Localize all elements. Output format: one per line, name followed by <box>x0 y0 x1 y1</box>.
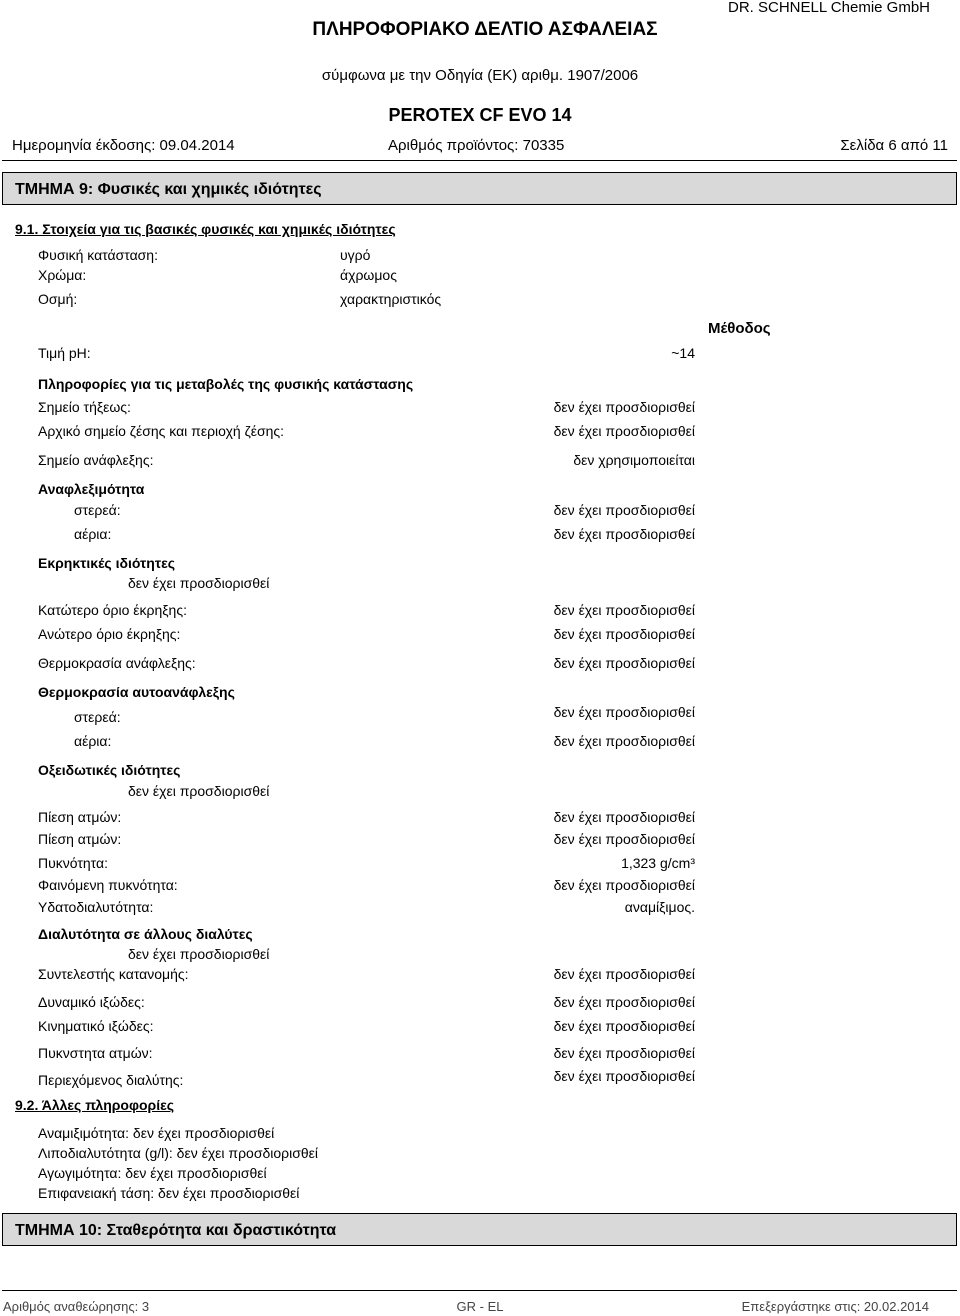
autoignition-gas-label: αέρια: <box>74 733 112 749</box>
autoignition-solid-label: στερεά: <box>74 709 121 725</box>
water-solubility-value: αναμίξιμος. <box>624 899 695 915</box>
density-value: 1,323 g/cm³ <box>621 855 695 871</box>
water-solubility-label: Υδατοδιαλυτότητα: <box>38 899 154 915</box>
subsection-9-2-title: 9.2. Άλλες πληροφορίες <box>15 1097 175 1113</box>
dynamic-viscosity-label: Δυναμικό ιξώδες: <box>38 994 145 1010</box>
flammability-gas-label: αέρια: <box>74 526 112 542</box>
section-9-title: ΤΜΗΜΑ 9: Φυσικές και χημικές ιδιότητες <box>15 181 322 198</box>
bulk-density-label: Φαινόμενη πυκνότητα: <box>38 877 178 893</box>
section-10-header <box>2 1213 957 1246</box>
state-value: υγρό <box>340 247 371 263</box>
autoignition-gas-value: δεν έχει προσδιορισθεί <box>553 733 695 749</box>
flammability-solid-value: δεν έχει προσδιορισθεί <box>553 502 695 518</box>
flash-point-value: δεν χρησιμοποιείται <box>573 452 695 468</box>
partition-coefficient-label: Συντελεστής κατανομής: <box>38 966 189 982</box>
autoignition-heading: Θερμοκρασία αυτοανάφλεξης <box>38 684 235 700</box>
kinematic-viscosity-label: Κινηματικό ιξώδες: <box>38 1018 154 1034</box>
dynamic-viscosity-value: δεν έχει προσδιορισθεί <box>553 994 695 1010</box>
explosive-value: δεν έχει προσδιορισθεί <box>128 575 270 591</box>
bulk-density-value: δεν έχει προσδιορισθεί <box>553 877 695 893</box>
odor-value: χαρακτηριστικός <box>340 291 442 307</box>
color-value: άχρωμος <box>340 267 397 283</box>
melting-point-label: Σημείο τήξεως: <box>38 399 131 415</box>
flammability-heading: Αναφλεξιμότητα <box>38 481 145 497</box>
company-name: DR. SCHNELL Chemie GmbH <box>728 0 930 16</box>
language-code: GR - EL <box>456 1299 504 1314</box>
partition-coefficient-value: δεν έχει προσδιορισθεί <box>553 966 695 982</box>
lel-value: δεν έχει προσδιορισθεί <box>553 602 695 618</box>
odor-label: Οσμή: <box>38 291 78 307</box>
solvent-content-value: δεν έχει προσδιορισθεί <box>553 1068 695 1084</box>
boiling-point-value: δεν έχει προσδιορισθεί <box>553 423 695 439</box>
uel-label: Ανώτερο όριο έκρηξης: <box>38 626 181 642</box>
other-info-conductivity: Αγωγιμότητα: δεν έχει προσδιορισθεί <box>38 1165 267 1181</box>
vapor-density-label: Πυκνστητα ατμών: <box>38 1045 153 1061</box>
flammability-solid-label: στερεά: <box>74 502 121 518</box>
solubility-heading: Διαλυτότητα σε άλλους διαλύτες <box>38 926 253 942</box>
melting-point-value: δεν έχει προσδιορισθεί <box>553 399 695 415</box>
other-info-surface-tension: Επιφανειακή τάση: δεν έχει προσδιορισθεί <box>38 1185 300 1201</box>
ph-label: Τιμή pH: <box>38 345 91 361</box>
kinematic-viscosity-value: δεν έχει προσδιορισθεί <box>553 1018 695 1034</box>
lel-label: Κατώτερο όριο έκρηξης: <box>38 602 187 618</box>
ph-value: ~14 <box>671 345 695 361</box>
vapor-pressure-1-value: δεν έχει προσδιορισθεί <box>553 809 695 825</box>
state-label: Φυσική κατάσταση: <box>38 247 158 263</box>
header-divider <box>2 160 957 161</box>
other-info-fat-solubility: Λιποδιαλυτότητα (g/l): δεν έχει προσδιορισθεί <box>38 1145 319 1161</box>
document-title: ΠΛΗΡΟΦΟΡΙΑΚΟ ΔΕΛΤΙΟ ΑΣΦΑΛΕΙΑΣ <box>312 19 658 40</box>
section-10-title: ΤΜΗΜΑ 10: Σταθερότητα και δραστικότητα <box>15 1222 337 1239</box>
vapor-density-value: δεν έχει προσδιορισθεί <box>553 1045 695 1061</box>
ignition-temp-value: δεν έχει προσδιορισθεί <box>553 655 695 671</box>
method-header: Μέθοδος <box>708 320 771 337</box>
solvent-content-label: Περιεχόμενος διαλύτης: <box>38 1072 184 1088</box>
vapor-pressure-1-label: Πίεση ατμών: <box>38 809 122 825</box>
ignition-temp-label: Θερμοκρασία ανάφλεξης: <box>38 655 196 671</box>
uel-value: δεν έχει προσδιορισθεί <box>553 626 695 642</box>
regulation-text: σύμφωνα με την Οδηγία (ΕΚ) αριθμ. 1907/2006 <box>321 67 639 84</box>
flash-point-label: Σημείο ανάφλεξης: <box>38 452 154 468</box>
explosive-heading: Εκρηκτικές ιδιότητες <box>38 555 175 571</box>
autoignition-solid-value: δεν έχει προσδιορισθεί <box>553 704 695 720</box>
page-number: Σελίδα 6 από 11 <box>840 137 948 154</box>
oxidizing-value: δεν έχει προσδιορισθεί <box>128 783 270 799</box>
flammability-gas-value: δεν έχει προσδιορισθεί <box>553 526 695 542</box>
solubility-value: δεν έχει προσδιορισθεί <box>128 946 270 962</box>
product-number: Αριθμός προϊόντος: 70335 <box>388 137 565 154</box>
product-name: PEROTEX CF EVO 14 <box>388 105 572 125</box>
vapor-pressure-2-value: δεν έχει προσδιορισθεί <box>553 831 695 847</box>
other-info-miscibility: Αναμιξιμότητα: δεν έχει προσδιορισθεί <box>38 1125 275 1141</box>
issue-date: Ημερομηνία έκδοσης: 09.04.2014 <box>12 137 235 154</box>
oxidizing-heading: Οξειδωτικές ιδιότητες <box>38 762 181 778</box>
color-label: Χρώμα: <box>38 267 87 283</box>
phase-change-heading: Πληροφορίες για τις μεταβολές της φυσικής κατάστασης <box>38 376 414 392</box>
revision-number: Αριθμός αναθεώρησης: 3 <box>3 1299 150 1314</box>
density-label: Πυκνότητα: <box>38 855 108 871</box>
edit-date: Επεξεργάστηκε στις: 20.02.2014 <box>741 1299 929 1314</box>
vapor-pressure-2-label: Πίεση ατμών: <box>38 831 122 847</box>
section-9-header <box>2 172 957 205</box>
boiling-point-label: Αρχικό σημείο ζέσης και περιοχή ζέσης: <box>38 423 285 439</box>
subsection-9-1-title: 9.1. Στοιχεία για τις βασικές φυσικές και χημικές ιδιότητες <box>15 221 396 237</box>
footer-divider <box>2 1290 957 1291</box>
